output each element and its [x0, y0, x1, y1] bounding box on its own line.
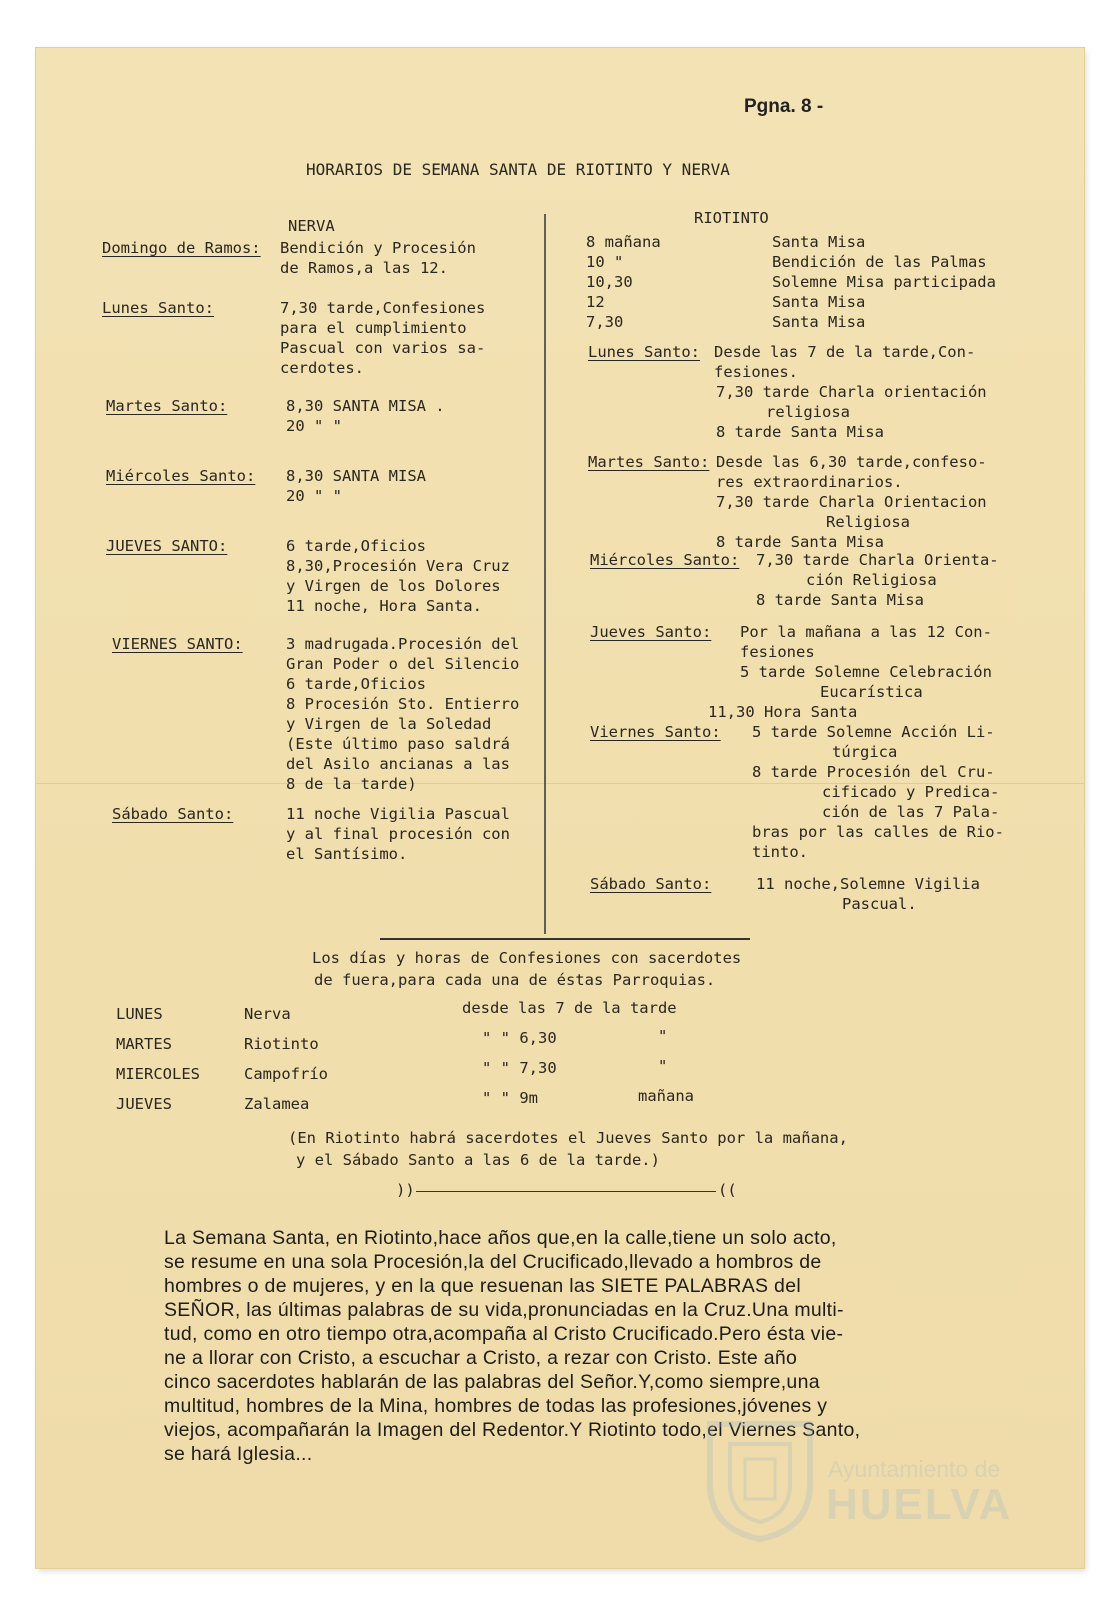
nerva-schedule-line: y Virgen de la Soledad	[286, 715, 492, 733]
nerva-schedule-line: 6 tarde,Oficios	[286, 675, 426, 693]
riotinto-schedule-line: Por la mañana a las 12 Con-	[740, 623, 992, 641]
confession-place: Zalamea	[244, 1095, 310, 1113]
riotinto-domingo-event: Bendición de las Palmas	[772, 253, 987, 271]
riotinto-schedule-line: bras por las calles de Rio-	[752, 823, 1004, 841]
section-divider	[380, 938, 750, 940]
nerva-day-label: Sábado Santo:	[112, 805, 234, 823]
nerva-schedule-line: 8 Procesión Sto. Entierro	[286, 695, 520, 713]
nerva-schedule-line: 11 noche, Hora Santa.	[286, 597, 482, 615]
confession-day: LUNES	[116, 1005, 163, 1023]
nerva-schedule-line: 7,30 tarde,Confesiones	[280, 299, 486, 317]
riotinto-schedule-line: res extraordinarios.	[716, 473, 903, 491]
riotinto-schedule-line: 8 tarde Santa Misa	[716, 533, 884, 551]
confession-place: Riotinto	[244, 1035, 319, 1053]
page-number: Pgna. 8 -	[744, 96, 824, 117]
riotinto-domingo-time: 10,30	[586, 273, 633, 291]
riotinto-day-label: Miércoles Santo:	[590, 551, 740, 569]
nerva-schedule-line: cerdotes.	[280, 359, 364, 377]
riotinto-schedule-line: religiosa	[766, 403, 850, 421]
riotinto-day-label: Lunes Santo:	[588, 343, 700, 361]
closing-line: hombres o de mujeres, y en la que resuenan las SIETE PALABRAS del	[164, 1275, 801, 1297]
nerva-schedule-line: 11 noche Vigilia Pascual	[286, 805, 510, 823]
nerva-schedule-line: Bendición y Procesión	[280, 239, 476, 257]
nerva-schedule-line: 8,30 SANTA MISA	[286, 467, 426, 485]
riotinto-schedule-line: 8 tarde Procesión del Cru-	[752, 763, 995, 781]
nerva-schedule-line: 8 de la tarde)	[286, 775, 417, 793]
nerva-schedule-line: y al final procesión con	[286, 825, 510, 843]
confessions-intro-1: Los días y horas de Confesiones con sacerdotes	[312, 949, 742, 967]
riotinto-heading: RIOTINTO	[694, 209, 769, 227]
riotinto-schedule-line: ción Religiosa	[806, 571, 937, 589]
confessions-intro-2: de fuera,para cada una de éstas Parroquias.	[314, 971, 716, 989]
nerva-day-label: VIERNES SANTO:	[112, 635, 243, 653]
separator-left: ))	[396, 1181, 415, 1199]
nerva-schedule-line: de Ramos,a las 12.	[280, 259, 448, 277]
nerva-day-label: Domingo de Ramos:	[102, 239, 261, 257]
nerva-schedule-line: 8,30,Procesión Vera Cruz	[286, 557, 510, 575]
riotinto-schedule-line: Religiosa	[826, 513, 910, 531]
riotinto-day-label: Viernes Santo:	[590, 723, 721, 741]
huelva-watermark	[700, 1400, 1060, 1560]
nerva-heading: NERVA	[288, 217, 335, 235]
riotinto-schedule-line: fesiones.	[714, 363, 798, 381]
watermark-line2: HUELVA	[826, 1480, 1013, 1529]
riotinto-schedule-line: 7,30 tarde Charla Orientacion	[716, 493, 987, 511]
document-page	[36, 48, 1084, 1568]
confession-note: "	[658, 1057, 668, 1075]
closing-line: La Semana Santa, en Riotinto,hace años que,en la calle,tiene un solo acto,	[164, 1227, 837, 1249]
closing-line: multitud, hombres de la Mina, hombres de todas las profesiones,jóvenes y	[164, 1395, 828, 1417]
closing-line: SEÑOR, las últimas palabras de su vida,pronunciadas en la Cruz.Una multi-	[164, 1299, 844, 1321]
riotinto-domingo-time: 12	[586, 293, 605, 311]
confession-time: desde las 7 de la tarde	[462, 999, 677, 1017]
riotinto-schedule-line: 7,30 tarde Charla orientación	[716, 383, 987, 401]
riotinto-domingo-event: Santa Misa	[772, 233, 866, 251]
nerva-schedule-line: y Virgen de los Dolores	[286, 577, 501, 595]
confession-time: " " 6,30	[482, 1029, 557, 1047]
closing-line: viejos, acompañarán la Imagen del Redentor.Y Riotinto todo,el Viernes Santo,	[164, 1419, 861, 1441]
riotinto-domingo-time: 8 mañana	[586, 233, 661, 251]
confession-day: JUEVES	[116, 1095, 172, 1113]
riotinto-day-label: Martes Santo:	[588, 453, 710, 471]
closing-line: se resume en una sola Procesión,la del Crucificado,llevado a hombros de	[164, 1251, 822, 1273]
nerva-day-label: JUEVES SANTO:	[106, 537, 228, 555]
confession-day: MIERCOLES	[116, 1065, 200, 1083]
riotinto-schedule-line: Pascual.	[842, 895, 917, 913]
nerva-day-label: Lunes Santo:	[102, 299, 214, 317]
riotinto-day-label: Sábado Santo:	[590, 875, 712, 893]
nerva-schedule-line: para el cumplimiento	[280, 319, 467, 337]
closing-line: ne a llorar con Cristo, a escuchar a Cristo, a rezar con Cristo. Este año	[164, 1347, 798, 1369]
closing-line: cinco sacerdotes hablarán de las palabras del Señor.Y,como siempre,una	[164, 1371, 820, 1393]
riotinto-domingo-event: Santa Misa	[772, 313, 866, 331]
confessions-note-2: y el Sábado Santo a las 6 de la tarde.)	[296, 1151, 660, 1169]
confession-day: MARTES	[116, 1035, 172, 1053]
confession-note: mañana	[638, 1087, 694, 1105]
riotinto-domingo-time: 7,30	[586, 313, 624, 331]
riotinto-schedule-line: cificado y Predica-	[822, 783, 1000, 801]
riotinto-schedule-line: Eucarística	[820, 683, 923, 701]
nerva-schedule-line: Gran Poder o del Silencio	[286, 655, 520, 673]
column-divider	[544, 214, 546, 934]
nerva-schedule-line: 20 " "	[286, 417, 342, 435]
nerva-day-label: Miércoles Santo:	[106, 467, 256, 485]
riotinto-schedule-line: 5 tarde Solemne Celebración	[740, 663, 992, 681]
riotinto-schedule-line: 11,30 Hora Santa	[708, 703, 858, 721]
confessions-note-1: (En Riotinto habrá sacerdotes el Jueves Santo por la mañana,	[288, 1129, 848, 1147]
riotinto-schedule-line: fesiones	[740, 643, 815, 661]
riotinto-day-label: Jueves Santo:	[590, 623, 712, 641]
confession-place: Campofrío	[244, 1065, 328, 1083]
confession-time: " " 7,30	[482, 1059, 557, 1077]
nerva-schedule-line: Pascual con varios sa-	[280, 339, 486, 357]
nerva-day-label: Martes Santo:	[106, 397, 228, 415]
riotinto-schedule-line: 7,30 tarde Charla Orienta-	[756, 551, 999, 569]
coat-of-arms-icon	[700, 1414, 820, 1544]
separator-right: ((	[718, 1181, 737, 1199]
nerva-schedule-line: 6 tarde,Oficios	[286, 537, 426, 555]
separator-line	[416, 1191, 716, 1192]
riotinto-schedule-line: 8 tarde Santa Misa	[716, 423, 884, 441]
watermark-line1: Ayuntamiento de	[828, 1456, 1001, 1482]
confession-time: " " 9m	[482, 1089, 538, 1107]
nerva-schedule-line: (Este último paso saldrá	[286, 735, 510, 753]
nerva-schedule-line: 20 " "	[286, 487, 342, 505]
riotinto-schedule-line: Desde las 6,30 tarde,confeso-	[716, 453, 987, 471]
riotinto-schedule-line: túrgica	[832, 743, 898, 761]
riotinto-schedule-line: tinto.	[752, 843, 808, 861]
riotinto-schedule-line: ción de las 7 Pala-	[822, 803, 1000, 821]
confession-place: Nerva	[244, 1005, 291, 1023]
riotinto-schedule-line: Desde las 7 de la tarde,Con-	[714, 343, 976, 361]
nerva-schedule-line: el Santísimo.	[286, 845, 408, 863]
closing-line: tud, como en otro tiempo otra,acompaña al Cristo Crucificado.Pero ésta vie-	[164, 1323, 844, 1345]
riotinto-domingo-event: Solemne Misa participada	[772, 273, 996, 291]
closing-line: se hará Iglesia...	[164, 1443, 313, 1465]
riotinto-schedule-line: 11 noche,Solemne Vigilia	[756, 875, 980, 893]
document-title: HORARIOS DE SEMANA SANTA DE RIOTINTO Y NERVA	[306, 160, 730, 179]
nerva-schedule-line: 3 madrugada.Procesión del	[286, 635, 520, 653]
riotinto-schedule-line: 8 tarde Santa Misa	[756, 591, 924, 609]
riotinto-schedule-line: 5 tarde Solemne Acción Li-	[752, 723, 995, 741]
riotinto-domingo-time: 10 "	[586, 253, 624, 271]
confession-note: "	[658, 1027, 668, 1045]
riotinto-domingo-event: Santa Misa	[772, 293, 866, 311]
nerva-schedule-line: 8,30 SANTA MISA .	[286, 397, 445, 415]
nerva-schedule-line: del Asilo ancianas a las	[286, 755, 510, 773]
